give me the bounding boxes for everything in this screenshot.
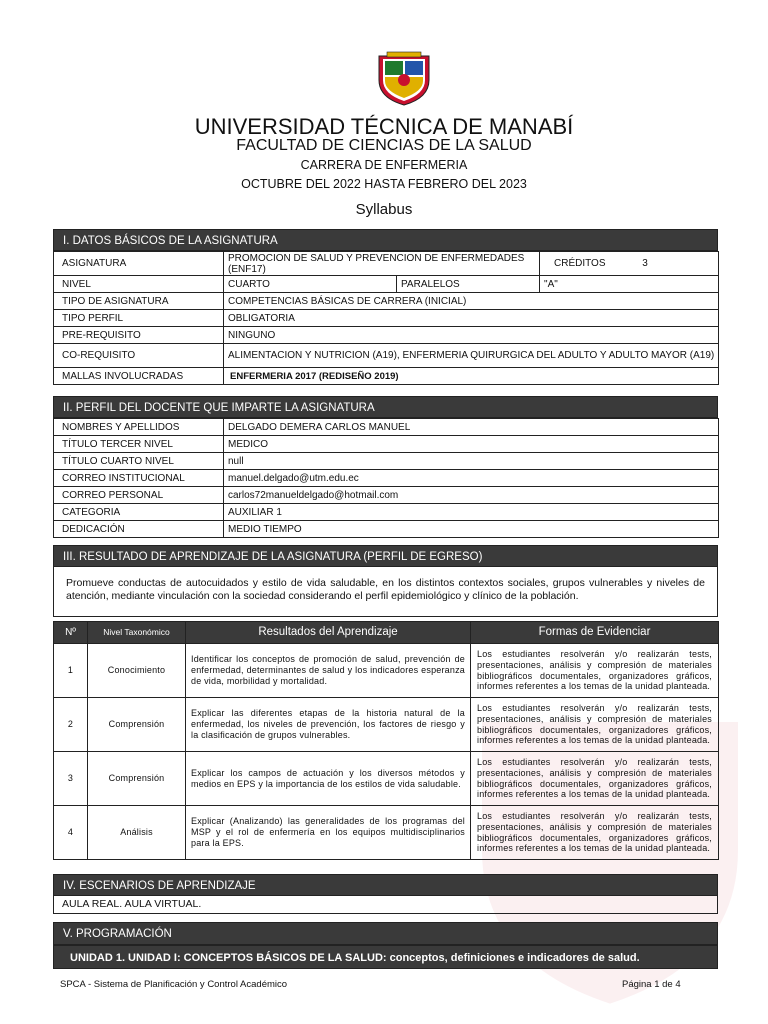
field-value: "A" <box>540 276 719 293</box>
section-title: I. DATOS BÁSICOS DE LA ASIGNATURA <box>53 229 718 251</box>
table-row <box>54 806 719 860</box>
field-value: COMPETENCIAS BÁSICAS DE CARRERA (INICIAL) <box>224 293 719 310</box>
field-label: NOMBRES Y APELLIDOS <box>54 419 224 436</box>
teacher-row <box>54 470 719 487</box>
field-value: MEDICO <box>224 436 719 453</box>
taxonomic-level: Conocimiento <box>88 644 186 698</box>
field-label: CO-REQUISITO <box>54 344 224 368</box>
learning-results-table <box>53 621 719 860</box>
row-number: 2 <box>54 698 88 752</box>
section-learning-scenarios <box>53 874 718 914</box>
unit-1-title: UNIDAD 1. UNIDAD I: CONCEPTOS BÁSICOS DE LA SALUD: conceptos, definiciones e indicadores de salud. <box>53 945 718 969</box>
evidence-method: Los estudiantes resolverán y/o realizarán tests, presentaciones, análisis y compresión de materiales bibliográficos documentales, organizadores gráficos, informes referentes a los temas de la unidad planteada. <box>471 752 719 806</box>
field-value: MEDIO TIEMPO <box>224 521 719 538</box>
section-title: III. RESULTADO DE APRENDIZAJE DE LA ASIGNATURA (PERFIL DE EGRESO) <box>53 545 718 567</box>
evidence-method: Los estudiantes resolverán y/o realizarán tests, presentaciones, análisis y compresión de materiales bibliográficos documentales, organizadores gráficos, informes referentes a los temas de la unidad planteada. <box>471 806 719 860</box>
field-label: TIPO DE ASIGNATURA <box>54 293 224 310</box>
field-value: AUXILIAR 1 <box>224 504 719 521</box>
section-learning-results <box>53 545 718 860</box>
credits-label: CRÉDITOS <box>554 258 606 269</box>
scenarios-text: AULA REAL. AULA VIRTUAL. <box>53 896 718 914</box>
table-row <box>54 752 719 806</box>
teacher-row <box>54 487 719 504</box>
credits-value: 3 <box>642 258 648 269</box>
taxonomic-level: Análisis <box>88 806 186 860</box>
graduate-profile-text: Promueve conductas de autocuidados y estilo de vida saludable, en los distintos contextos sociales, grupos vulnerables y niveles de atención, mediante vinculación con la sociedad considerando el perfil epidemiológico y clínico de la población. <box>53 567 718 617</box>
footer-system-name: SPCA - Sistema de Planificación y Control Académico <box>60 979 288 990</box>
field-label: TÍTULO TERCER NIVEL <box>54 436 224 453</box>
field-value: manuel.delgado@utm.edu.ec <box>224 470 719 487</box>
section-basic-data <box>53 229 718 385</box>
row-number: 4 <box>54 806 88 860</box>
field-value: DELGADO DEMERA CARLOS MANUEL <box>224 419 719 436</box>
field-value: CUARTO <box>224 276 397 293</box>
field-label: CORREO INSTITUCIONAL <box>54 470 224 487</box>
basic-data-table <box>53 251 719 385</box>
table-row <box>54 698 719 752</box>
field-label: TÍTULO CUARTO NIVEL <box>54 453 224 470</box>
col-header-level: Nivel Taxonómico <box>88 622 186 644</box>
field-label: PARALELOS <box>397 276 540 293</box>
teacher-row <box>54 453 719 470</box>
field-label: DEDICACIÓN <box>54 521 224 538</box>
field-label: PRE-REQUISITO <box>54 327 224 344</box>
evidence-method: Los estudiantes resolverán y/o realizarán tests, presentaciones, análisis y compresión de materiales bibliográficos documentales, organizadores gráficos, informes referentes a los temas de la unidad planteada. <box>471 644 719 698</box>
learning-result: Identificar los conceptos de promoción de salud, prevención de enfermedad, determinantes de salud y los indicadores esperanza de vida, morbilidad y mortalidad. <box>186 644 471 698</box>
section-title: V. PROGRAMACIÓN <box>53 922 718 945</box>
field-label: ASIGNATURA <box>54 252 224 276</box>
teacher-row <box>54 504 719 521</box>
taxonomic-level: Comprensión <box>88 752 186 806</box>
teacher-row <box>54 521 719 538</box>
field-value: PROMOCION DE SALUD Y PREVENCION DE ENFERMEDADES (ENF17) <box>224 252 540 276</box>
field-label: CATEGORIA <box>54 504 224 521</box>
taxonomic-level: Comprensión <box>88 698 186 752</box>
field-value: OBLIGATORIA <box>224 310 719 327</box>
university-crest-logo <box>373 50 435 106</box>
learning-result: Explicar los campos de actuación y los diversos métodos y medios en EPS y la importancia de los estilos de vida saludable. <box>186 752 471 806</box>
learning-result: Explicar las diferentes etapas de la historia natural de la enfermedad, los niveles de prevención, los factores de riesgo y la clasificación de grupos vulnerables. <box>186 698 471 752</box>
faculty-name: FACULTAD DE CIENCIAS DE LA SALUD <box>236 137 532 154</box>
field-label: NIVEL <box>54 276 224 293</box>
field-value: ALIMENTACION Y NUTRICION (A19), ENFERMERIA QUIRURGICA DEL ADULTO Y ADULTO MAYOR (A19) <box>224 344 719 368</box>
table-row <box>54 644 719 698</box>
field-value: null <box>224 453 719 470</box>
career-name: CARRERA DE ENFERMERIA <box>300 158 468 172</box>
section-programming <box>53 922 718 969</box>
teacher-table <box>53 418 719 538</box>
learning-result: Explicar (Analizando) las generalidades de los programas del MSP y el rol de enfermería en los equipos multidisciplinarios para la EPS. <box>186 806 471 860</box>
teacher-row <box>54 419 719 436</box>
field-label: CORREO PERSONAL <box>54 487 224 504</box>
col-header-num: Nº <box>54 622 88 644</box>
university-name: UNIVERSIDAD TÉCNICA DE MANABÍ <box>194 114 574 139</box>
teacher-row <box>54 436 719 453</box>
field-label: MALLAS INVOLUCRADAS <box>54 368 224 385</box>
col-header-evidence: Formas de Evidenciar <box>471 622 719 644</box>
field-value: NINGUNO <box>224 327 719 344</box>
section-title: II. PERFIL DEL DOCENTE QUE IMPARTE LA ASIGNATURA <box>53 396 718 418</box>
field-label: TIPO PERFIL <box>54 310 224 327</box>
footer-page-number: Página 1 de 4 <box>622 979 681 990</box>
field-value: carlos72manueldelgado@hotmail.com <box>224 487 719 504</box>
col-header-result: Resultados del Aprendizaje <box>186 622 471 644</box>
row-number: 1 <box>54 644 88 698</box>
document-title: Syllabus <box>355 201 413 218</box>
academic-period: OCTUBRE DEL 2022 HASTA FEBRERO DEL 2023 <box>241 177 527 191</box>
section-teacher-profile <box>53 396 718 538</box>
field-value: ENFERMERIA 2017 (REDISEÑO 2019) <box>224 368 719 385</box>
row-number: 3 <box>54 752 88 806</box>
evidence-method: Los estudiantes resolverán y/o realizarán tests, presentaciones, análisis y compresión de materiales bibliográficos documentales, organizadores gráficos, informes referentes a los temas de la unidad planteada. <box>471 698 719 752</box>
credits-cell <box>540 252 719 276</box>
section-title: IV. ESCENARIOS DE APRENDIZAJE <box>53 874 718 896</box>
